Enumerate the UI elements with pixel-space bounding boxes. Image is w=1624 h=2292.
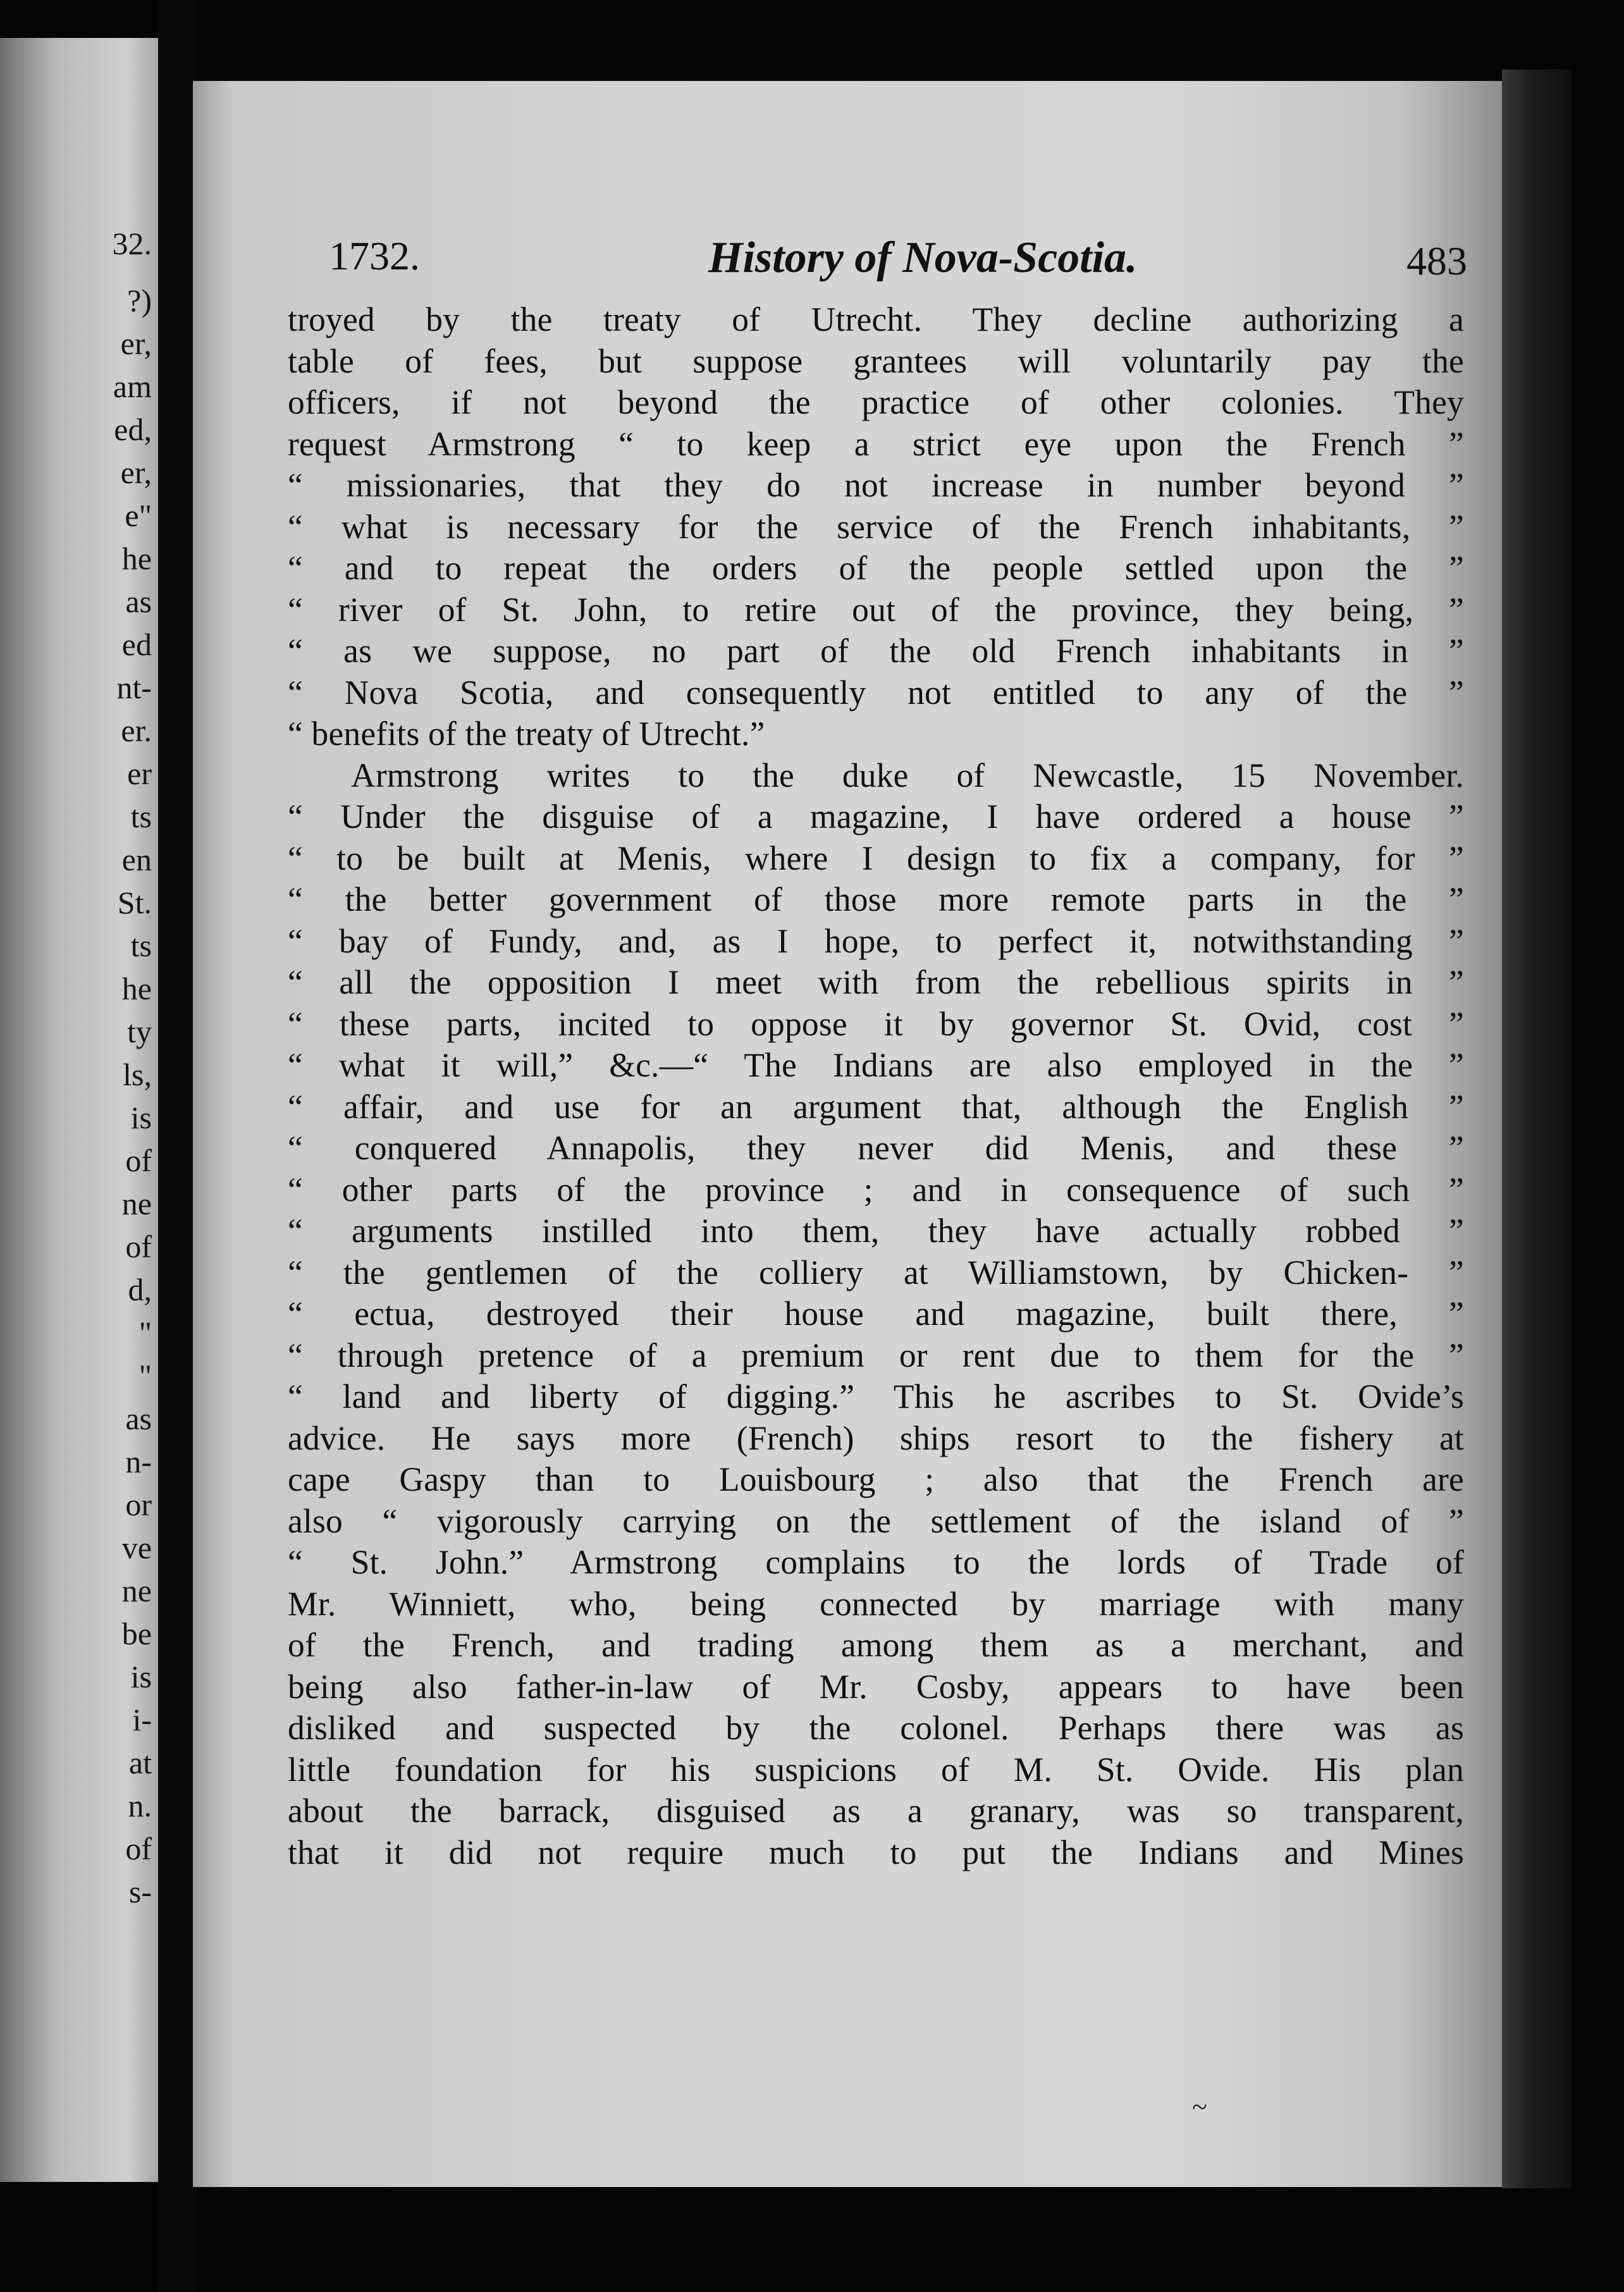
left-page-fragment: ty bbox=[127, 1014, 152, 1049]
text-line: “ through pretence of a premium or rent due to them for the ” bbox=[288, 1336, 1464, 1374]
text-line: “ the better government of those more remote parts in the ” bbox=[288, 880, 1464, 918]
text-line: “ conquered Annapolis, they never did Menis, and these ” bbox=[288, 1129, 1464, 1167]
text-line: of the French, and trading among them as a merchant, and bbox=[288, 1626, 1464, 1664]
page-number: 483 bbox=[1406, 238, 1467, 283]
left-page-fragment: is bbox=[130, 1659, 152, 1694]
left-page-fragment: he bbox=[121, 971, 152, 1006]
left-page-fragment: he bbox=[121, 541, 152, 576]
left-page-fragment: er. bbox=[121, 713, 152, 748]
text-line: “ land and liberty of digging.” This he ascribes to St. Ovide’s bbox=[288, 1377, 1464, 1415]
left-page-fragment: at bbox=[128, 1745, 152, 1780]
text-line: being also father-in-law of Mr. Cosby, appears to have been bbox=[288, 1667, 1464, 1706]
left-page-fragment: ts bbox=[130, 928, 152, 963]
text-line: Mr. Winniett, who, being connected by marriage with many bbox=[288, 1584, 1464, 1623]
text-line: “ Under the disguise of a magazine, I have ordered a house ” bbox=[288, 798, 1464, 835]
text-line: request Armstrong “ to keep a strict eye upon the French ” bbox=[288, 424, 1464, 463]
left-page-fragment: of bbox=[125, 1229, 152, 1264]
text-line: “ missionaries, that they do not increase in number beyond ” bbox=[288, 466, 1464, 504]
text-line: little foundation for his suspicions of M. St. Ovide. His plan bbox=[288, 1750, 1464, 1789]
left-page-fragment: or bbox=[125, 1487, 152, 1522]
text-line: “ what it will,” &c.—“ The Indians are also employed in the ” bbox=[288, 1046, 1464, 1084]
left-page-fragment: ts bbox=[130, 799, 152, 834]
footer-mark: ~ bbox=[1192, 2092, 1207, 2123]
book-gutter bbox=[158, 0, 196, 2292]
text-line: “ to be built at Menis, where I design to fix a company, for ” bbox=[288, 839, 1464, 877]
left-page-fragment: ed, bbox=[114, 412, 152, 447]
text-line: “ St. John.” Armstrong complains to the lords of Trade of bbox=[288, 1543, 1464, 1581]
left-page-fragment: is bbox=[130, 1100, 152, 1135]
left-page-fragment: " bbox=[138, 1358, 152, 1393]
text-line: “ the gentlemen of the colliery at Williamstown, by Chicken- ” bbox=[288, 1253, 1464, 1291]
text-line: “ what is necessary for the service of the French inhabitants, ” bbox=[288, 507, 1464, 546]
left-page-fragment: s- bbox=[128, 1874, 152, 1909]
left-page-fragment: ne bbox=[121, 1186, 152, 1221]
left-page-fragment: er bbox=[127, 756, 152, 791]
left-page-fragment: ?) bbox=[127, 283, 152, 318]
text-line: also “ vigorously carrying on the settlement of the island of ” bbox=[288, 1501, 1464, 1540]
text-line: “ all the opposition I meet with from the rebellious spirits in ” bbox=[288, 963, 1464, 1001]
text-line: cape Gaspy than to Louisbourg ; also that the French are bbox=[288, 1460, 1464, 1498]
header-year: 1732. bbox=[329, 233, 420, 278]
left-page-fragment: 32. bbox=[112, 226, 152, 261]
left-page-fragment: as bbox=[125, 1401, 152, 1436]
left-page-fragment: e" bbox=[125, 498, 152, 533]
left-page-fragment: of bbox=[125, 1831, 152, 1866]
left-page-fragment: St. bbox=[117, 885, 152, 920]
text-line: about the barrack, disguised as a granary, was so transparent, bbox=[288, 1792, 1464, 1830]
left-page-fragment: of bbox=[125, 1143, 152, 1178]
left-page-fragment: ne bbox=[121, 1573, 152, 1608]
left-page-fragment: er, bbox=[120, 326, 152, 361]
left-page-fragment: ed bbox=[121, 627, 152, 662]
text-line: “ river of St. John, to retire out of the province, they being, ” bbox=[288, 590, 1464, 629]
text-line: “ affair, and use for an argument that, although the English ” bbox=[288, 1087, 1464, 1126]
left-page-fragment: ls, bbox=[123, 1057, 152, 1092]
text-line: “ as we suppose, no part of the old French inhabitants in ” bbox=[288, 632, 1464, 670]
page-edge-shadow bbox=[1502, 70, 1572, 2188]
left-page-fragment: n. bbox=[128, 1788, 152, 1823]
text-line: “ benefits of the treaty of Utrecht.” bbox=[288, 715, 765, 753]
text-line: “ and to repeat the orders of the people settled upon the ” bbox=[288, 549, 1464, 587]
left-page-fragment: d, bbox=[128, 1272, 152, 1307]
text-line: officers, if not beyond the practice of other colonies. They bbox=[288, 383, 1464, 421]
left-page-fragment: er, bbox=[120, 455, 152, 490]
text-line: “ arguments instilled into them, they have actually robbed ” bbox=[288, 1212, 1464, 1250]
book-page bbox=[193, 81, 1502, 2187]
left-page-fragment: i- bbox=[132, 1702, 152, 1737]
text-line: troyed by the treaty of Utrecht. They decline authorizing a bbox=[288, 300, 1464, 338]
text-line: “ these parts, incited to oppose it by governor St. Ovid, cost ” bbox=[288, 1004, 1464, 1043]
header-title: History of Nova-Scotia. bbox=[708, 233, 1138, 282]
text-line: “ other parts of the province ; and in consequence of such ” bbox=[288, 1170, 1464, 1209]
running-head bbox=[329, 233, 1492, 290]
left-page-fragment: nt- bbox=[116, 670, 152, 705]
text-line: disliked and suspected by the colonel. Perhaps there was as bbox=[288, 1709, 1464, 1747]
left-page-fragment: as bbox=[125, 584, 152, 619]
text-line: advice. He says more (French) ships resort to the fishery at bbox=[288, 1419, 1464, 1457]
left-page-fragment: ve bbox=[121, 1530, 152, 1565]
left-page-fragment: n- bbox=[125, 1444, 152, 1479]
left-page-fragment: be bbox=[121, 1616, 152, 1651]
left-page-edge bbox=[0, 38, 158, 2182]
text-line: “ ectua, destroyed their house and magazine, built there, ” bbox=[288, 1295, 1464, 1333]
text-line: “ Nova Scotia, and consequently not entitled to any of the ” bbox=[288, 673, 1464, 712]
text-line: Armstrong writes to the duke of Newcastle, 15 November. bbox=[351, 756, 1464, 794]
text-line: that it did not require much to put the Indians and Mines bbox=[288, 1833, 1464, 1871]
left-page-fragment: en bbox=[121, 842, 152, 877]
left-page-fragment: am bbox=[113, 369, 152, 404]
text-line: table of fees, but suppose grantees will voluntarily pay the bbox=[288, 342, 1464, 380]
left-page-fragment: " bbox=[138, 1315, 152, 1350]
body-text bbox=[288, 299, 1464, 1873]
text-line: “ bay of Fundy, and, as I hope, to perfect it, notwithstanding ” bbox=[288, 921, 1464, 960]
